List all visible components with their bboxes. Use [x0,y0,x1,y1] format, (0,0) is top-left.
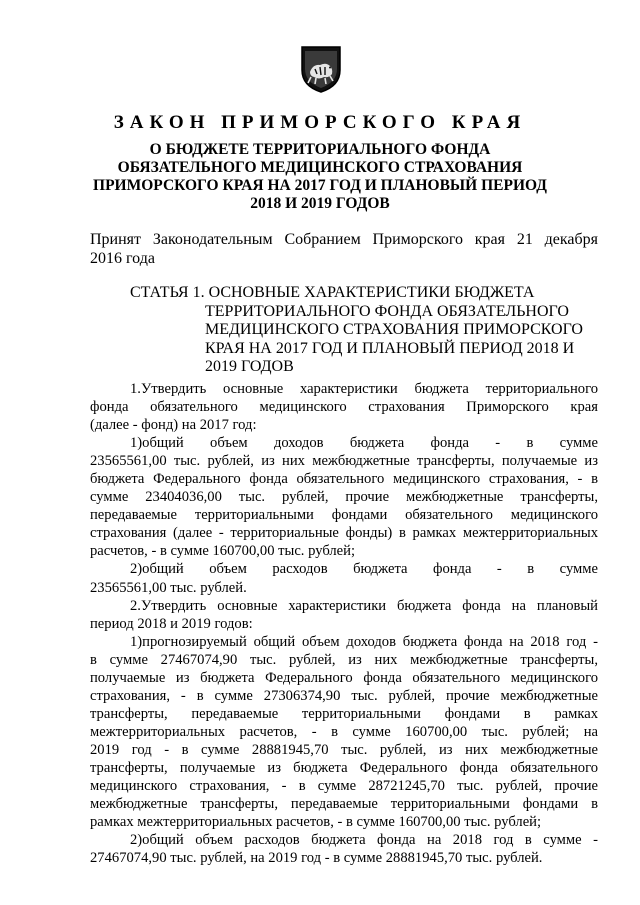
body-line: 23565561,00 тыс. рублей, из них межбюджетные трансферты, получаемые из [90,453,598,470]
article-heading-line: 2019 ГОДОВ [205,358,294,375]
body-line: 1)прогнозируемый общий объем доходов бюджета фонда на 2018 год - [130,633,598,650]
article-heading [130,284,583,377]
body-line: страхования, - в сумме 27306374,90 тыс. рублей, прочие межбюджетные [90,687,598,704]
body-line: трансферты, получаемые из бюджета Федерального фонда обязательного [90,759,598,776]
body-line: фонда обязательного медицинского страхования Приморского края [90,399,598,416]
body-line: в сумме 27467074,90 тыс. рублей, из них межбюджетные трансферты, [90,651,598,668]
article-heading-line: ТЕРРИТОРИАЛЬНОГО ФОНДА ОБЯЗАТЕЛЬНОГО [205,302,569,320]
body-line: (далее - фонд) на 2017 год: [90,417,257,434]
body-line: межбюджетные трансферты, передаваемые территориальными фондами в [90,796,598,813]
article-body [90,380,598,867]
body-line: 2.Утвердить основные характеристики бюджета фонда на плановый [130,597,598,614]
body-line: страхования (далее - территориальные фонды) в рамках межтерриториальных [90,525,598,542]
subtitle-line: ОБЯЗАТЕЛЬНОГО МЕДИЦИНСКОГО СТРАХОВАНИЯ [117,159,523,176]
article-heading-line: МЕДИЦИНСКОГО СТРАХОВАНИЯ ПРИМОРСКОГО [205,321,583,338]
body-line: получаемые из бюджета Федерального фонда обязательного медицинского [90,669,598,686]
article-heading-line: СТАТЬЯ 1. ОСНОВНЫЕ ХАРАКТЕРИСТИКИ БЮДЖЕТА [130,284,535,301]
law-title: ЗАКОН ПРИМОРСКОГО КРАЯ [113,112,527,133]
body-line: медицинского страхования, - в сумме 28721245,70 тыс. рублей, прочие [90,778,598,795]
body-line: 1)общий объем доходов бюджета фонда - в сумме [130,435,598,452]
body-line: бюджета Федерального фонда обязательного медицинского страхования, - в [90,471,598,488]
coat-of-arms-icon [299,44,343,94]
body-line: расчетов, - в сумме 160700,00 тыс. рублей; [90,543,356,560]
body-line: 23565561,00 тыс. рублей. [90,579,247,596]
adoption-note-line: 2016 года [90,250,155,267]
law-subtitle [80,141,560,213]
body-line: сумме 23404036,00 тыс. рублей, прочие межбюджетные трансферты, [90,489,598,506]
body-line: межтерриториальных расчетов, - в сумме 160700,00 тыс. рублей; на [90,723,598,740]
adoption-note-line: Принят Законодательным Собранием Приморского края 21 декабря [90,231,598,248]
body-line: 2)общий объем расходов бюджета фонда на 2018 год в сумме - [130,832,598,849]
body-line: трансферты, передаваемые территориальными фондами в рамках [90,705,598,722]
subtitle-line: О БЮДЖЕТЕ ТЕРРИТОРИАЛЬНОГО ФОНДА [149,141,491,158]
subtitle-line: 2018 И 2019 ГОДОВ [250,195,390,212]
body-line: рамках межтерриториальных расчетов, - в сумме 160700,00 тыс. рублей; [90,814,542,831]
body-line: период 2018 и 2019 годов: [90,615,253,632]
article-heading-line: КРАЯ НА 2017 ГОД И ПЛАНОВЫЙ ПЕРИОД 2018 И [205,339,575,357]
body-line: передаваемые территориальными фондами обязательного медицинского [90,507,598,524]
body-line: 2019 год - в сумме 28881945,70 тыс. рублей, из них межбюджетные [90,741,598,758]
body-line: 27467074,90 тыс. рублей, на 2019 год - в сумме 28881945,70 тыс. рублей. [90,850,543,867]
body-line: 1.Утвердить основные характеристики бюджета территориального [130,381,598,397]
body-line: 2)общий объем расходов бюджета фонда - в сумме [130,561,598,578]
subtitle-line: ПРИМОРСКОГО КРАЯ НА 2017 ГОД И ПЛАНОВЫЙ ПЕРИОД [93,177,547,194]
